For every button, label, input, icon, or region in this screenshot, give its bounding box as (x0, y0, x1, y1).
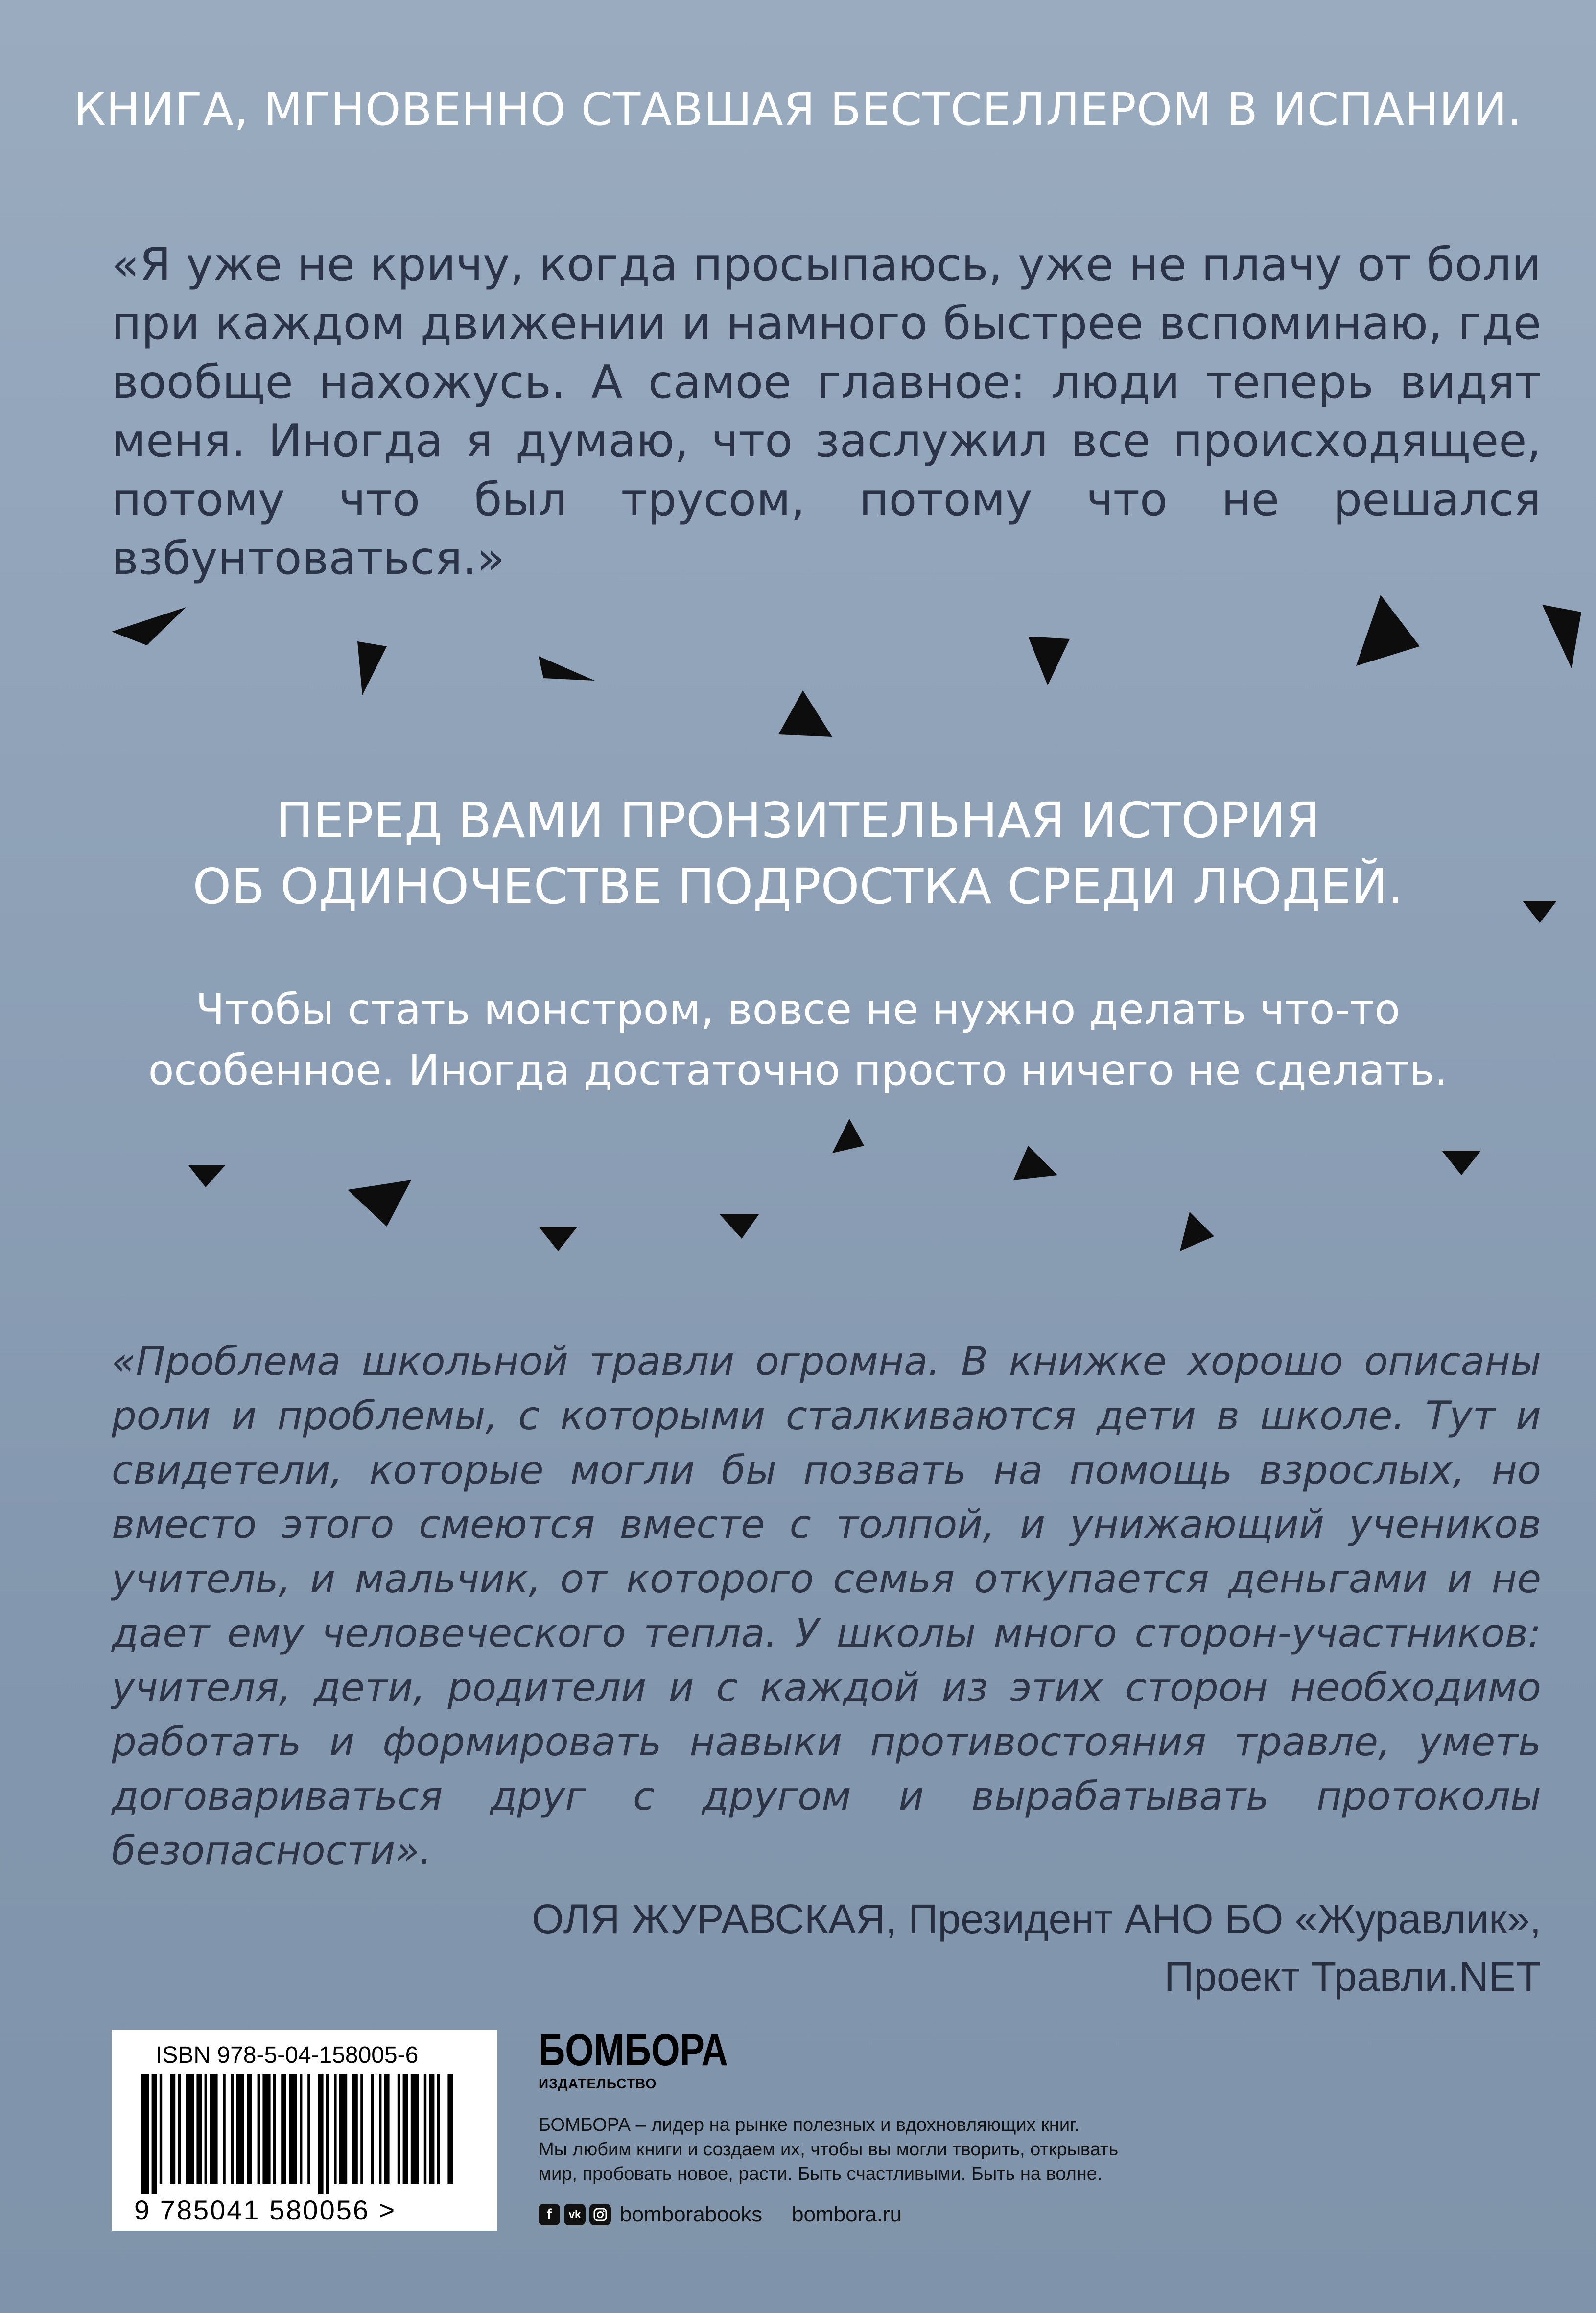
publisher-desc-line-2: Мы любим книги и создаем их, чтобы вы могли творить, открывать (539, 2139, 1119, 2160)
subheadline-line-1: Чтобы стать монстром, вовсе не нужно делать что-то (195, 985, 1401, 1034)
barcode-bar (236, 2074, 244, 2184)
barcode-bar (307, 2074, 310, 2184)
subheadline (0, 979, 1596, 1101)
barcode-bar (258, 2074, 260, 2184)
tagline: КНИГА, МГНОВЕННО СТАВШАЯ БЕСТСЕЛЛЕРОМ В ИСПАНИИ. (73, 83, 1523, 136)
isbn-block (112, 2030, 497, 2231)
barcode-bar (318, 2074, 324, 2194)
barcode-bar (289, 2074, 297, 2184)
barcode-bar (339, 2074, 347, 2184)
shard (539, 656, 595, 681)
barcode-bar (273, 2074, 276, 2184)
isbn-label: ISBN 978-5-04-158005-6 (156, 2042, 419, 2068)
shard (1028, 637, 1070, 685)
shard (720, 1214, 759, 1239)
barcode-bar (196, 2074, 202, 2184)
shard (539, 1227, 578, 1251)
website-link[interactable]: bombora.ru (792, 2202, 902, 2226)
barcode-bar (411, 2074, 419, 2184)
shard (1180, 1212, 1214, 1251)
publisher-desc-line-1: БОМБОРА – лидер на рынке полезных и вдохновляющих книг. (539, 2115, 1080, 2135)
vk-icon[interactable]: vk (564, 2204, 586, 2225)
barcode-bar (281, 2074, 286, 2184)
barcode-bar (424, 2074, 426, 2184)
shard (188, 1165, 225, 1187)
headline-line-1: ПЕРЕД ВАМИ ПРОНЗИТЕЛЬНАЯ ИСТОРИЯ (276, 792, 1320, 849)
shard (348, 1180, 411, 1227)
barcode-icon (141, 2074, 464, 2194)
shard (112, 607, 186, 645)
subheadline-line-2: особенное. Иногда достаточно просто ничего не сделать. (148, 1046, 1448, 1095)
barcode-bar (231, 2074, 234, 2184)
barcode-bar (384, 2074, 390, 2184)
barcode-bar (262, 2074, 270, 2184)
social-handle[interactable]: bomborabooks (620, 2202, 763, 2226)
barcode-bar (141, 2074, 149, 2194)
barcode-bar (398, 2074, 400, 2184)
barcode-bar (360, 2074, 363, 2184)
instagram-icon[interactable] (589, 2204, 611, 2225)
author-line-1: ОЛЯ ЖУРАВСКАЯ, Президент АНО БО «Журавлик», (532, 1896, 1541, 1942)
barcode-bar (403, 2074, 408, 2184)
barcode-bar (300, 2074, 302, 2184)
publisher-sublabel: ИЗДАТЕЛЬСТВО (539, 2076, 657, 2091)
shard (1356, 595, 1420, 666)
headline (0, 787, 1596, 920)
shard (1013, 1146, 1057, 1180)
publisher-description (539, 2113, 1273, 2186)
barcode-bar (210, 2074, 217, 2184)
barcode-bar (371, 2074, 374, 2184)
publisher-desc-line-3: мир, пробовать новое, расти. Быть счастливыми. Быть на волне. (539, 2164, 1103, 2184)
barcode-bar (326, 2074, 329, 2194)
shard (1442, 1151, 1481, 1175)
shard (1542, 605, 1581, 668)
barcode-bar (205, 2074, 207, 2184)
excerpt-quote: «Я уже не кричу, когда просыпаюсь, уже не плачу от боли при каждом движении и намного быстрее вспоминаю, где вообще нахожусь. А самое главное: люди теперь видят меня. Иногда я думаю, что заслужил все происходящее, потому что был трусом, потому что не решался взбунтоваться.» (112, 238, 1541, 585)
barcode-bar (160, 2074, 162, 2184)
barcode-bar (334, 2074, 336, 2184)
barcode-bar (379, 2074, 381, 2184)
shard (778, 690, 832, 737)
publisher-logo: БОМБОРА (539, 2025, 728, 2075)
barcode-bar (447, 2074, 453, 2184)
barcode-bar (352, 2074, 358, 2184)
publisher-socials (539, 2202, 902, 2227)
facebook-icon[interactable]: f (539, 2204, 560, 2225)
barcode-bar (223, 2074, 225, 2184)
shard (832, 1119, 864, 1153)
barcode-digits: 9 785041 580056 > (134, 2195, 397, 2225)
author-line-2: Проект Травли.NET (1164, 1954, 1541, 2000)
headline-line-2: ОБ ОДИНОЧЕСТВЕ ПОДРОСТКА СРЕДИ ЛЮДЕЙ. (192, 858, 1404, 915)
barcode-bar (429, 2074, 435, 2184)
barcode-bar (247, 2074, 252, 2184)
shard (357, 641, 387, 695)
barcode-bar (152, 2074, 157, 2194)
barcode-bar (170, 2074, 175, 2184)
barcode-bar (437, 2074, 440, 2184)
barcode-bar (186, 2074, 194, 2184)
review-author (268, 1890, 1541, 2006)
review-quote: «Проблема школьной травли огромна. В книжке хорошо описаны роли и проблемы, с которыми сталкиваются дети в школе. Тут и свидетели, которые могли бы позвать на помощь взрослых, но вместо этого смеются вместе с толпой, и унижающий учеников учитель, и мальчик, от которого семья откупается деньгами и не дает ему человеческого тепла. У школы много сторон-участников: учителя, дети, родители и с каждой из этих сторон необходимо работать и формировать навыки противостояния травле, уметь договариваться друг с другом и вырабатывать протоколы безопасности». (112, 1339, 1541, 1873)
barcode-bar (178, 2074, 181, 2184)
